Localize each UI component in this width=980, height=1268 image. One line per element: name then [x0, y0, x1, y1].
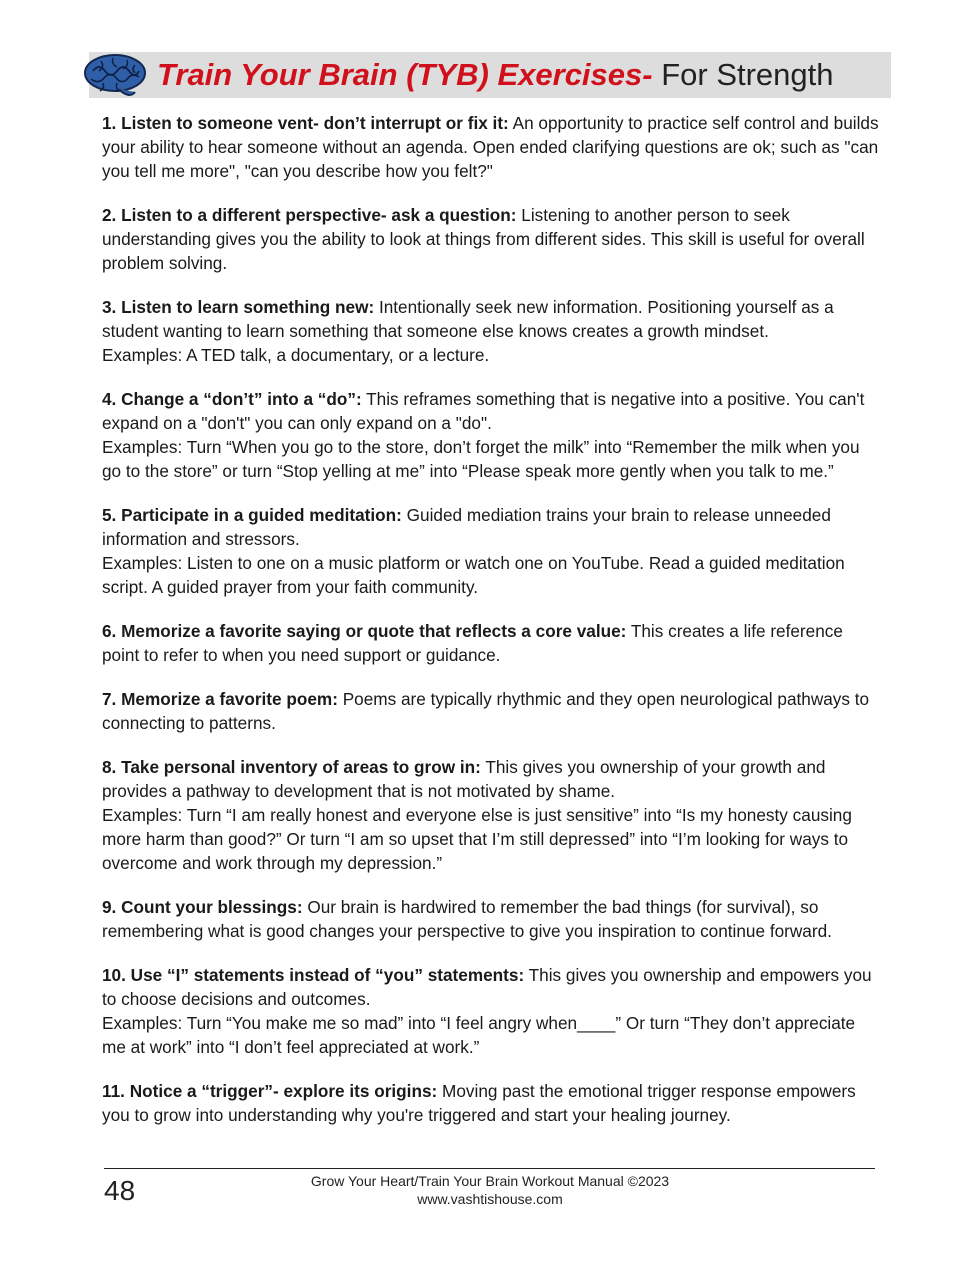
exercise-heading: 1. Listen to someone vent- don’t interrupt or fix it:	[102, 113, 509, 133]
exercise-body: This gives you ownership and empowers you to choose decisions and outcomes.	[102, 965, 872, 1009]
exercise-body: This creates a life reference point to refer to when you need support or guidance.	[102, 621, 843, 665]
exercise-item	[102, 895, 882, 943]
exercise-description	[102, 1079, 882, 1127]
header-band	[89, 52, 891, 98]
exercise-heading: 7. Memorize a favorite poem:	[102, 689, 338, 709]
exercise-description	[102, 387, 882, 435]
exercise-body: Listening to another person to seek understanding gives you the ability to look at things from different sides. This skill is useful for overall problem solving.	[102, 205, 865, 273]
exercise-item	[102, 111, 882, 183]
exercise-body: Guided mediation trains your brain to release unneeded information and stressors.	[102, 505, 831, 549]
title-sub: For Strength	[652, 57, 834, 92]
exercise-body: Poems are typically rhythmic and they open neurological pathways to connecting to patterns.	[102, 689, 870, 733]
exercise-item	[102, 687, 882, 735]
exercise-description	[102, 295, 882, 343]
exercise-heading: 6. Memorize a favorite saying or quote that reflects a core value:	[102, 621, 627, 641]
exercise-heading: 2. Listen to a different perspective- ask a question:	[102, 205, 517, 225]
exercise-examples: Examples: A TED talk, a documentary, or a lecture.	[102, 345, 490, 365]
exercise-body: This reframes something that is negative into a positive. You can't expand on a "don't" you can only expand on a "do".	[102, 389, 865, 433]
exercise-body: Moving past the emotional trigger response empowers you to grow into understanding why you're triggered and start your healing journey.	[102, 1081, 856, 1125]
exercise-body: An opportunity to practice self control and builds your ability to hear someone without an agenda. Open ended clarifying questions are ok; such as "can you tell me more", "can you describe how you felt?"	[102, 113, 879, 181]
exercise-item	[102, 203, 882, 275]
page-number: 48	[104, 1175, 136, 1206]
exercise-description	[102, 755, 882, 803]
footer-line-1: Grow Your Heart/Train Your Brain Workout Manual ©2023	[310, 1173, 670, 1189]
exercise-item	[102, 1079, 882, 1127]
exercise-description	[102, 963, 882, 1011]
exercise-heading: 8. Take personal inventory of areas to grow in:	[102, 757, 481, 777]
exercise-list	[102, 111, 882, 1147]
page-title	[157, 55, 834, 95]
footer-text	[240, 1172, 740, 1208]
exercise-heading: 9. Count your blessings:	[102, 897, 303, 917]
exercise-description	[102, 895, 882, 943]
exercise-body: Our brain is hardwired to remember the bad things (for survival), so remembering what is good changes your perspective to give you inspiration to continue forward.	[102, 897, 832, 941]
exercise-description	[102, 111, 882, 183]
exercise-examples: Examples: Turn “You make me so mad” into “I feel angry when____” Or turn “They don’t appreciate me at work” into “I don’t feel appreciated at work.”	[102, 1013, 856, 1057]
exercise-heading: 5. Participate in a guided meditation:	[102, 505, 402, 525]
exercise-description	[102, 619, 882, 667]
exercise-examples: Examples: Turn “When you go to the store, don’t forget the milk” into “Remember the milk when you go to the store” or turn “Stop yelling at me” into “Please speak more gently when you talk to me.”	[102, 437, 860, 481]
exercise-item	[102, 503, 882, 599]
exercise-heading: 3. Listen to learn something new:	[102, 297, 375, 317]
exercise-item	[102, 755, 882, 875]
exercise-heading: 10. Use “I” statements instead of “you” statements:	[102, 965, 525, 985]
exercise-item	[102, 963, 882, 1059]
exercise-examples: Examples: Listen to one on a music platform or watch one on YouTube. Read a guided meditation script. A guided prayer from your faith community.	[102, 553, 845, 597]
exercise-heading: 11. Notice a “trigger”- explore its origins:	[102, 1081, 438, 1101]
footer-line-2: www.vashtishouse.com	[417, 1191, 563, 1207]
brain-icon	[83, 53, 147, 97]
footer-rule	[104, 1168, 875, 1169]
exercise-body: This gives you ownership of your growth and provides a pathway to development that is not motivated by shame.	[102, 757, 826, 801]
exercise-examples: Examples: Turn “I am really honest and everyone else is just sensitive” into “Is my honesty causing more harm than good?” Or turn “I am so upset that I’m still depressed” into “I’m looking for ways to overcome and work through my depression.”	[102, 805, 852, 873]
exercise-heading: 4. Change a “don’t” into a “do”:	[102, 389, 362, 409]
title-main: Train Your Brain (TYB) Exercises-	[157, 57, 653, 92]
exercise-item	[102, 619, 882, 667]
exercise-item	[102, 387, 882, 483]
exercise-description	[102, 687, 882, 735]
exercise-description	[102, 203, 882, 275]
exercise-body: Intentionally seek new information. Positioning yourself as a student wanting to learn something that someone else knows creates a growth mindset.	[102, 297, 834, 341]
exercise-item	[102, 295, 882, 367]
exercise-description	[102, 503, 882, 551]
